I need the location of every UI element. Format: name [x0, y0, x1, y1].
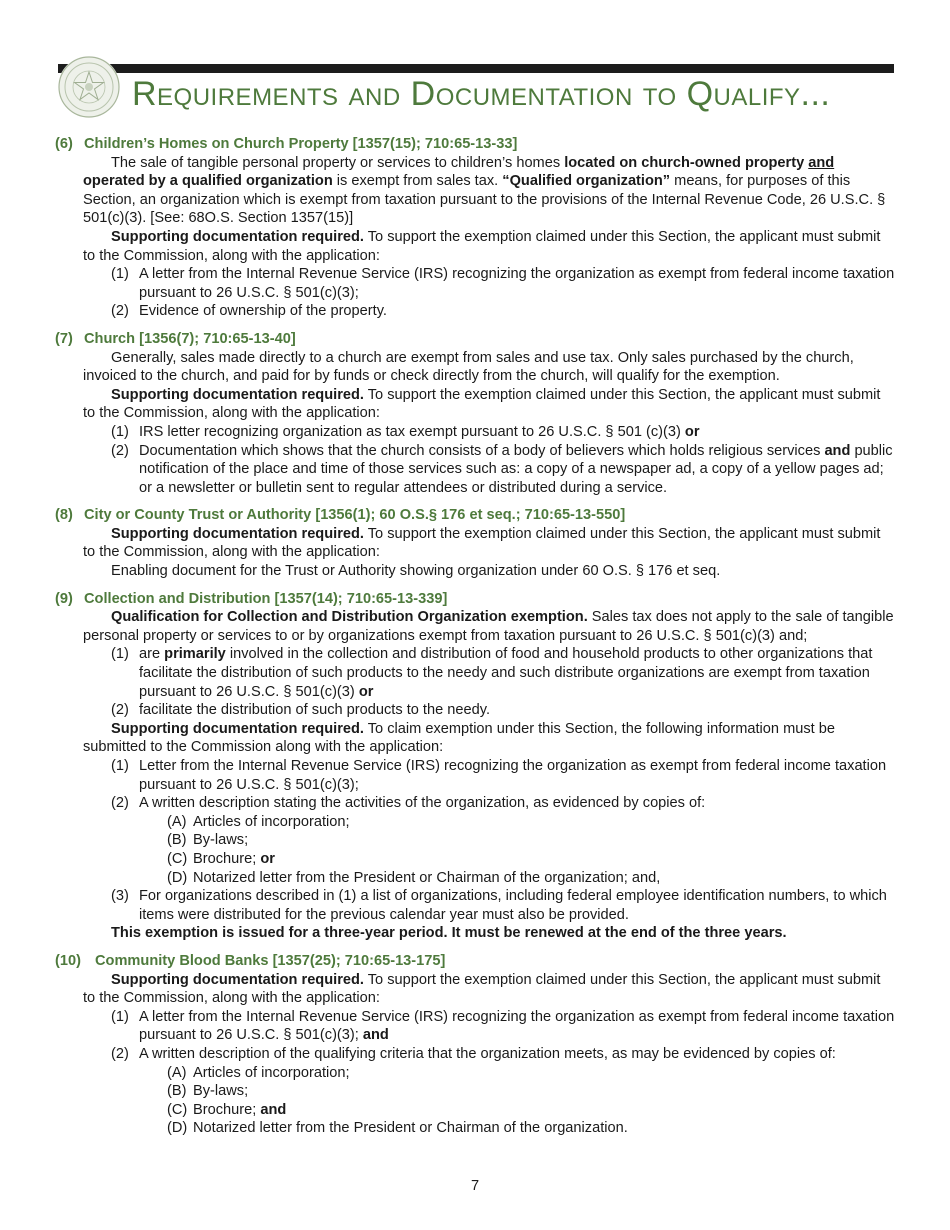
list-marker: (C) [167, 850, 188, 867]
list-text: Documentation which shows that the church consists of a body of believers which holds religious services [139, 442, 825, 459]
doc-label: Supporting documentation required. [111, 720, 364, 737]
paragraph: Enabling document for the Trust or Authority showing organization under 60 O.S. § 176 et seq. [111, 563, 721, 580]
text: To claim exemption under this Section, the following information must be submitted to the Commission along with the application: [83, 720, 835, 756]
bold-text: operated by a qualified organization [83, 173, 333, 190]
bold-text: and [260, 1101, 287, 1118]
list-text: Articles of incorporation; [193, 1064, 350, 1081]
bold-text: or [684, 423, 700, 440]
list-text: Articles of incorporation; [193, 813, 350, 830]
list-marker: (B) [167, 1083, 187, 1100]
list-text: A letter from the Internal Revenue Service (IRS) recognizing the organization as exempt from federal income taxation pursuant to 26 U.S.C. § 501(c)(3); [139, 266, 895, 301]
document-body [55, 135, 895, 1147]
list-marker: (3) [111, 888, 129, 905]
section-number: (6) [55, 136, 73, 152]
paragraph: Generally, sales made directly to a church are exempt from sales and use tax. Only sales purchased by the church, invoiced to the church, and paid for by funds or check directly from the church, will qualify for the exemption. [83, 349, 854, 385]
page-title: Requirements and Documentation to Qualify... [132, 75, 831, 113]
section-number: (9) [55, 590, 73, 607]
list-text: For organizations described in (1) a list of organizations, including federal employee identification numbers, to which items were distributed for the previous calendar year must also be provided. [139, 888, 887, 923]
list-text: public notification of the place and time of those services such as: a copy of a newspaper ad, a copy of a yellow pages ad; or a newsletter or bulletin sent to regular attendees or distributed during a service. [139, 442, 893, 496]
list-marker: (B) [167, 832, 187, 849]
qualification-paragraph [83, 608, 895, 645]
list-marker: (2) [111, 303, 129, 320]
section-heading [55, 506, 895, 525]
documentation-paragraph [83, 228, 895, 265]
list-marker: (1) [111, 1008, 129, 1025]
list-text: By-laws; [193, 1083, 249, 1100]
section-number: (8) [55, 507, 73, 524]
list-item [111, 701, 895, 720]
bold-text: “Qualified organization” [502, 173, 671, 190]
list-item [111, 265, 895, 302]
doc-label: Supporting documentation required. [111, 525, 364, 542]
sub-list-item [167, 1119, 895, 1138]
bold-text: and [824, 442, 851, 459]
qualification-label: Qualification for Collection and Distribution Organization exemption. [111, 609, 588, 626]
section-heading [55, 330, 895, 349]
list-marker: (A) [167, 1064, 187, 1081]
list-text: A letter from the Internal Revenue Service (IRS) recognizing the organization as exempt from federal income taxation pursuant to 26 U.S.C. § 501(c)(3); [139, 1008, 895, 1044]
section-9 [55, 590, 895, 943]
sub-list-item [167, 869, 895, 888]
list-text: Evidence of ownership of the property. [139, 303, 387, 320]
list-marker: (2) [111, 1045, 129, 1062]
doc-label: Supporting documentation required. [111, 386, 364, 403]
sub-list-item [167, 1101, 895, 1120]
list-text: are [139, 646, 165, 663]
list-item [111, 757, 895, 794]
section-8 [55, 506, 895, 580]
section-number: (7) [55, 330, 73, 347]
section-number: (10) [55, 952, 81, 969]
bold-text: or [260, 850, 275, 867]
list-text: Brochure; [193, 850, 261, 867]
list-marker: (1) [111, 758, 129, 774]
sub-list-item [167, 813, 895, 832]
text: To support the exemption claimed under this Section, the applicant must submit to the Commission, along with the application: [83, 386, 881, 422]
list-text: A written description stating the activities of the organization, as evidenced by copies of: [139, 795, 706, 812]
section-7 [55, 330, 895, 497]
list-item [111, 1008, 895, 1045]
list-text: By-laws; [193, 832, 249, 849]
header-bar [58, 64, 894, 73]
documentation-paragraph [83, 386, 895, 423]
list-item [111, 1045, 895, 1064]
page-number: 7 [470, 1178, 480, 1194]
list-marker: (D) [167, 1120, 188, 1137]
text: To support the exemption claimed under this Section, the applicant must submit to the Commission, along with the application: [83, 228, 881, 264]
list-marker: (1) [111, 266, 129, 283]
list-text: involved in the collection and distribution of food and household products to other organizations that facilitate the distribution of such products to the needy and such distribute organizations are exempt from taxation pursuant to 26 U.S.C. § 501(c)(3) [139, 646, 873, 700]
section-6 [55, 135, 895, 321]
renewal-notice [111, 924, 895, 943]
documentation-paragraph [83, 525, 895, 562]
list-item [111, 645, 895, 701]
section-title: Community Blood Banks [1357(25); 710:65-13-175] [95, 952, 446, 969]
text: The sale of tangible personal property or services to children’s homes [111, 154, 565, 171]
list-marker: (1) [111, 646, 129, 663]
documentation-paragraph [83, 971, 895, 1008]
list-text: Notarized letter from the President or Chairman of the organization; and, [193, 869, 661, 886]
text: To support the exemption claimed under this Section, the applicant must submit to the Commission, along with the application: [83, 525, 881, 561]
list-item [111, 442, 895, 498]
sub-list-item [167, 1082, 895, 1101]
underlined-text: and [808, 154, 835, 171]
list-item [111, 794, 895, 813]
list-marker: (2) [111, 795, 129, 812]
list-marker: (2) [111, 702, 129, 719]
list-text: IRS letter recognizing organization as tax exempt pursuant to 26 U.S.C. § 501 (c)(3) [139, 423, 685, 440]
list-marker: (A) [167, 813, 187, 830]
bold-text: primarily [164, 646, 226, 663]
list-item [111, 423, 895, 442]
list-item [111, 302, 895, 321]
text: means, for purposes of this Section, an organization which is exempt from taxation pursuant to the provisions of the Internal Revenue Code, 26 U.S.C. § 501(c)(3). [See: 68O.S. Section 1357(15)] [83, 173, 886, 227]
section-heading [55, 135, 895, 154]
section-10 [55, 952, 895, 1138]
list-text: A written description of the qualifying criteria that the organization meets, as may be evidenced by copies of: [139, 1045, 836, 1062]
list-item [111, 887, 895, 924]
sub-list-item [167, 850, 895, 869]
text: Sales tax does not apply to the sale of tangible personal property or services to or by organizations exempt from taxation pursuant to 26 U.S.C. § 501(c)(3) and; [83, 609, 894, 644]
paragraph [83, 154, 895, 228]
section-title: City or County Trust or Authority [1356(1); 60 O.S.§ 176 et seq.; 710:65-13-550] [84, 507, 626, 524]
bold-text: or [358, 683, 374, 700]
list-text: facilitate the distribution of such products to the needy. [139, 702, 490, 719]
list-text: Letter from the Internal Revenue Service (IRS) recognizing the organization as exempt from federal income taxation pursuant to 26 U.S.C. § 501(c)(3); [139, 758, 887, 793]
list-text: Brochure; [193, 1101, 261, 1118]
section-title: Church [1356(7); 710:65-13-40] [84, 330, 296, 347]
list-marker: (1) [111, 423, 129, 440]
section-title: Collection and Distribution [1357(14); 710:65-13-339] [84, 590, 448, 607]
section-heading [55, 590, 895, 609]
text: To support the exemption claimed under this Section, the applicant must submit to the Commission, along with the application: [83, 971, 881, 1007]
text: is exempt from sales tax. [332, 173, 503, 190]
section-title: Children’s Homes on Church Property [1357(15); 710:65-13-33] [84, 136, 518, 152]
doc-label: Supporting documentation required. [111, 228, 364, 245]
doc-label: Supporting documentation required. [111, 971, 364, 988]
list-marker: (D) [167, 869, 188, 886]
documentation-paragraph [83, 720, 895, 757]
bold-text: and [362, 1027, 389, 1044]
list-marker: (C) [167, 1101, 188, 1118]
list-text: Notarized letter from the President or Chairman of the organization. [193, 1120, 628, 1137]
list-marker: (2) [111, 442, 129, 459]
sub-list-item [167, 831, 895, 850]
section-heading [55, 952, 895, 971]
bold-text: This exemption is issued for a three-year period. It must be renewed at the end of the three years. [111, 925, 787, 942]
bold-text: located on church-owned property [564, 154, 809, 171]
state-seal-icon [58, 56, 120, 118]
sub-list-item [167, 1064, 895, 1083]
